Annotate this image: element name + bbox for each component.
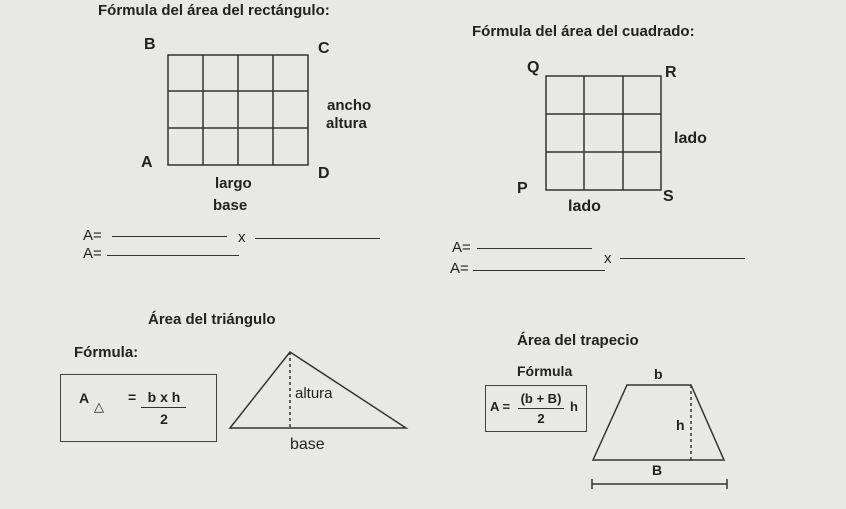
rect-corner-a: A <box>141 154 153 171</box>
rectangle-title: Fórmula del área del rectángulo: <box>98 2 330 19</box>
rect-label-largo: largo <box>215 175 252 192</box>
triangle-label-altura: altura <box>295 385 333 402</box>
triangle-formula-box <box>60 374 217 442</box>
square-label-lado-right: lado <box>674 130 707 147</box>
square-blank-2[interactable] <box>620 258 745 259</box>
rectangle-grid <box>168 55 308 165</box>
trapezoid-formula-label: Fórmula <box>517 363 573 379</box>
rect-formula-line2: A= <box>83 245 102 262</box>
square-corner-r: R <box>665 64 677 81</box>
square-formula-line2: A= <box>450 260 469 277</box>
square-formula-line1: A= <box>452 239 471 256</box>
triangle-formula-label: Fórmula: <box>74 344 139 361</box>
rect-blank-2[interactable] <box>255 238 380 239</box>
trapezoid-label-h: h <box>676 417 685 433</box>
triangle-formula-eq: = <box>128 389 137 405</box>
rect-label-ancho: ancho <box>327 97 372 114</box>
triangle-symbol-icon: △ <box>94 399 104 414</box>
rect-label-base: base <box>213 197 248 214</box>
square-corner-p: P <box>517 180 528 197</box>
rect-blank-1[interactable] <box>112 236 227 237</box>
trapezoid-formula-h: h <box>570 399 578 414</box>
trapezoid-formula-den: 2 <box>537 411 545 426</box>
square-blank-1[interactable] <box>477 248 592 249</box>
rect-corner-c: C <box>318 40 330 57</box>
trapezoid-fraction-bar <box>518 408 564 409</box>
rect-corner-d: D <box>318 165 330 182</box>
trapezoid-formula-box <box>485 385 587 432</box>
trapezoid-formula-num: (b + B) <box>520 391 562 406</box>
triangle-title: Área del triángulo <box>148 311 276 328</box>
rect-corner-b: B <box>144 36 156 53</box>
square-corner-s: S <box>663 188 674 205</box>
triangle-formula-den: 2 <box>160 411 168 427</box>
rect-times: x <box>238 229 246 246</box>
square-blank-3[interactable] <box>473 270 605 271</box>
trapezoid-title: Área del trapecio <box>517 332 639 349</box>
trapezoid-formula-lhs: A = <box>490 399 511 414</box>
square-times: x <box>604 250 612 267</box>
square-label-lado-bottom: lado <box>568 198 601 215</box>
rect-blank-3[interactable] <box>107 255 239 256</box>
square-grid <box>546 76 661 190</box>
rect-formula-line1: A= <box>83 227 102 244</box>
triangle-formula-a: A <box>79 390 90 406</box>
trapezoid-label-big-b: B <box>652 462 663 478</box>
square-title: Fórmula del área del cuadrado: <box>472 23 695 40</box>
trapezoid-label-b: b <box>654 366 663 382</box>
triangle-fraction-bar <box>141 407 186 408</box>
triangle-label-base: base <box>290 436 325 453</box>
triangle-formula-num: b x h <box>147 389 181 405</box>
rect-label-altura: altura <box>326 115 367 132</box>
square-corner-q: Q <box>527 59 540 76</box>
